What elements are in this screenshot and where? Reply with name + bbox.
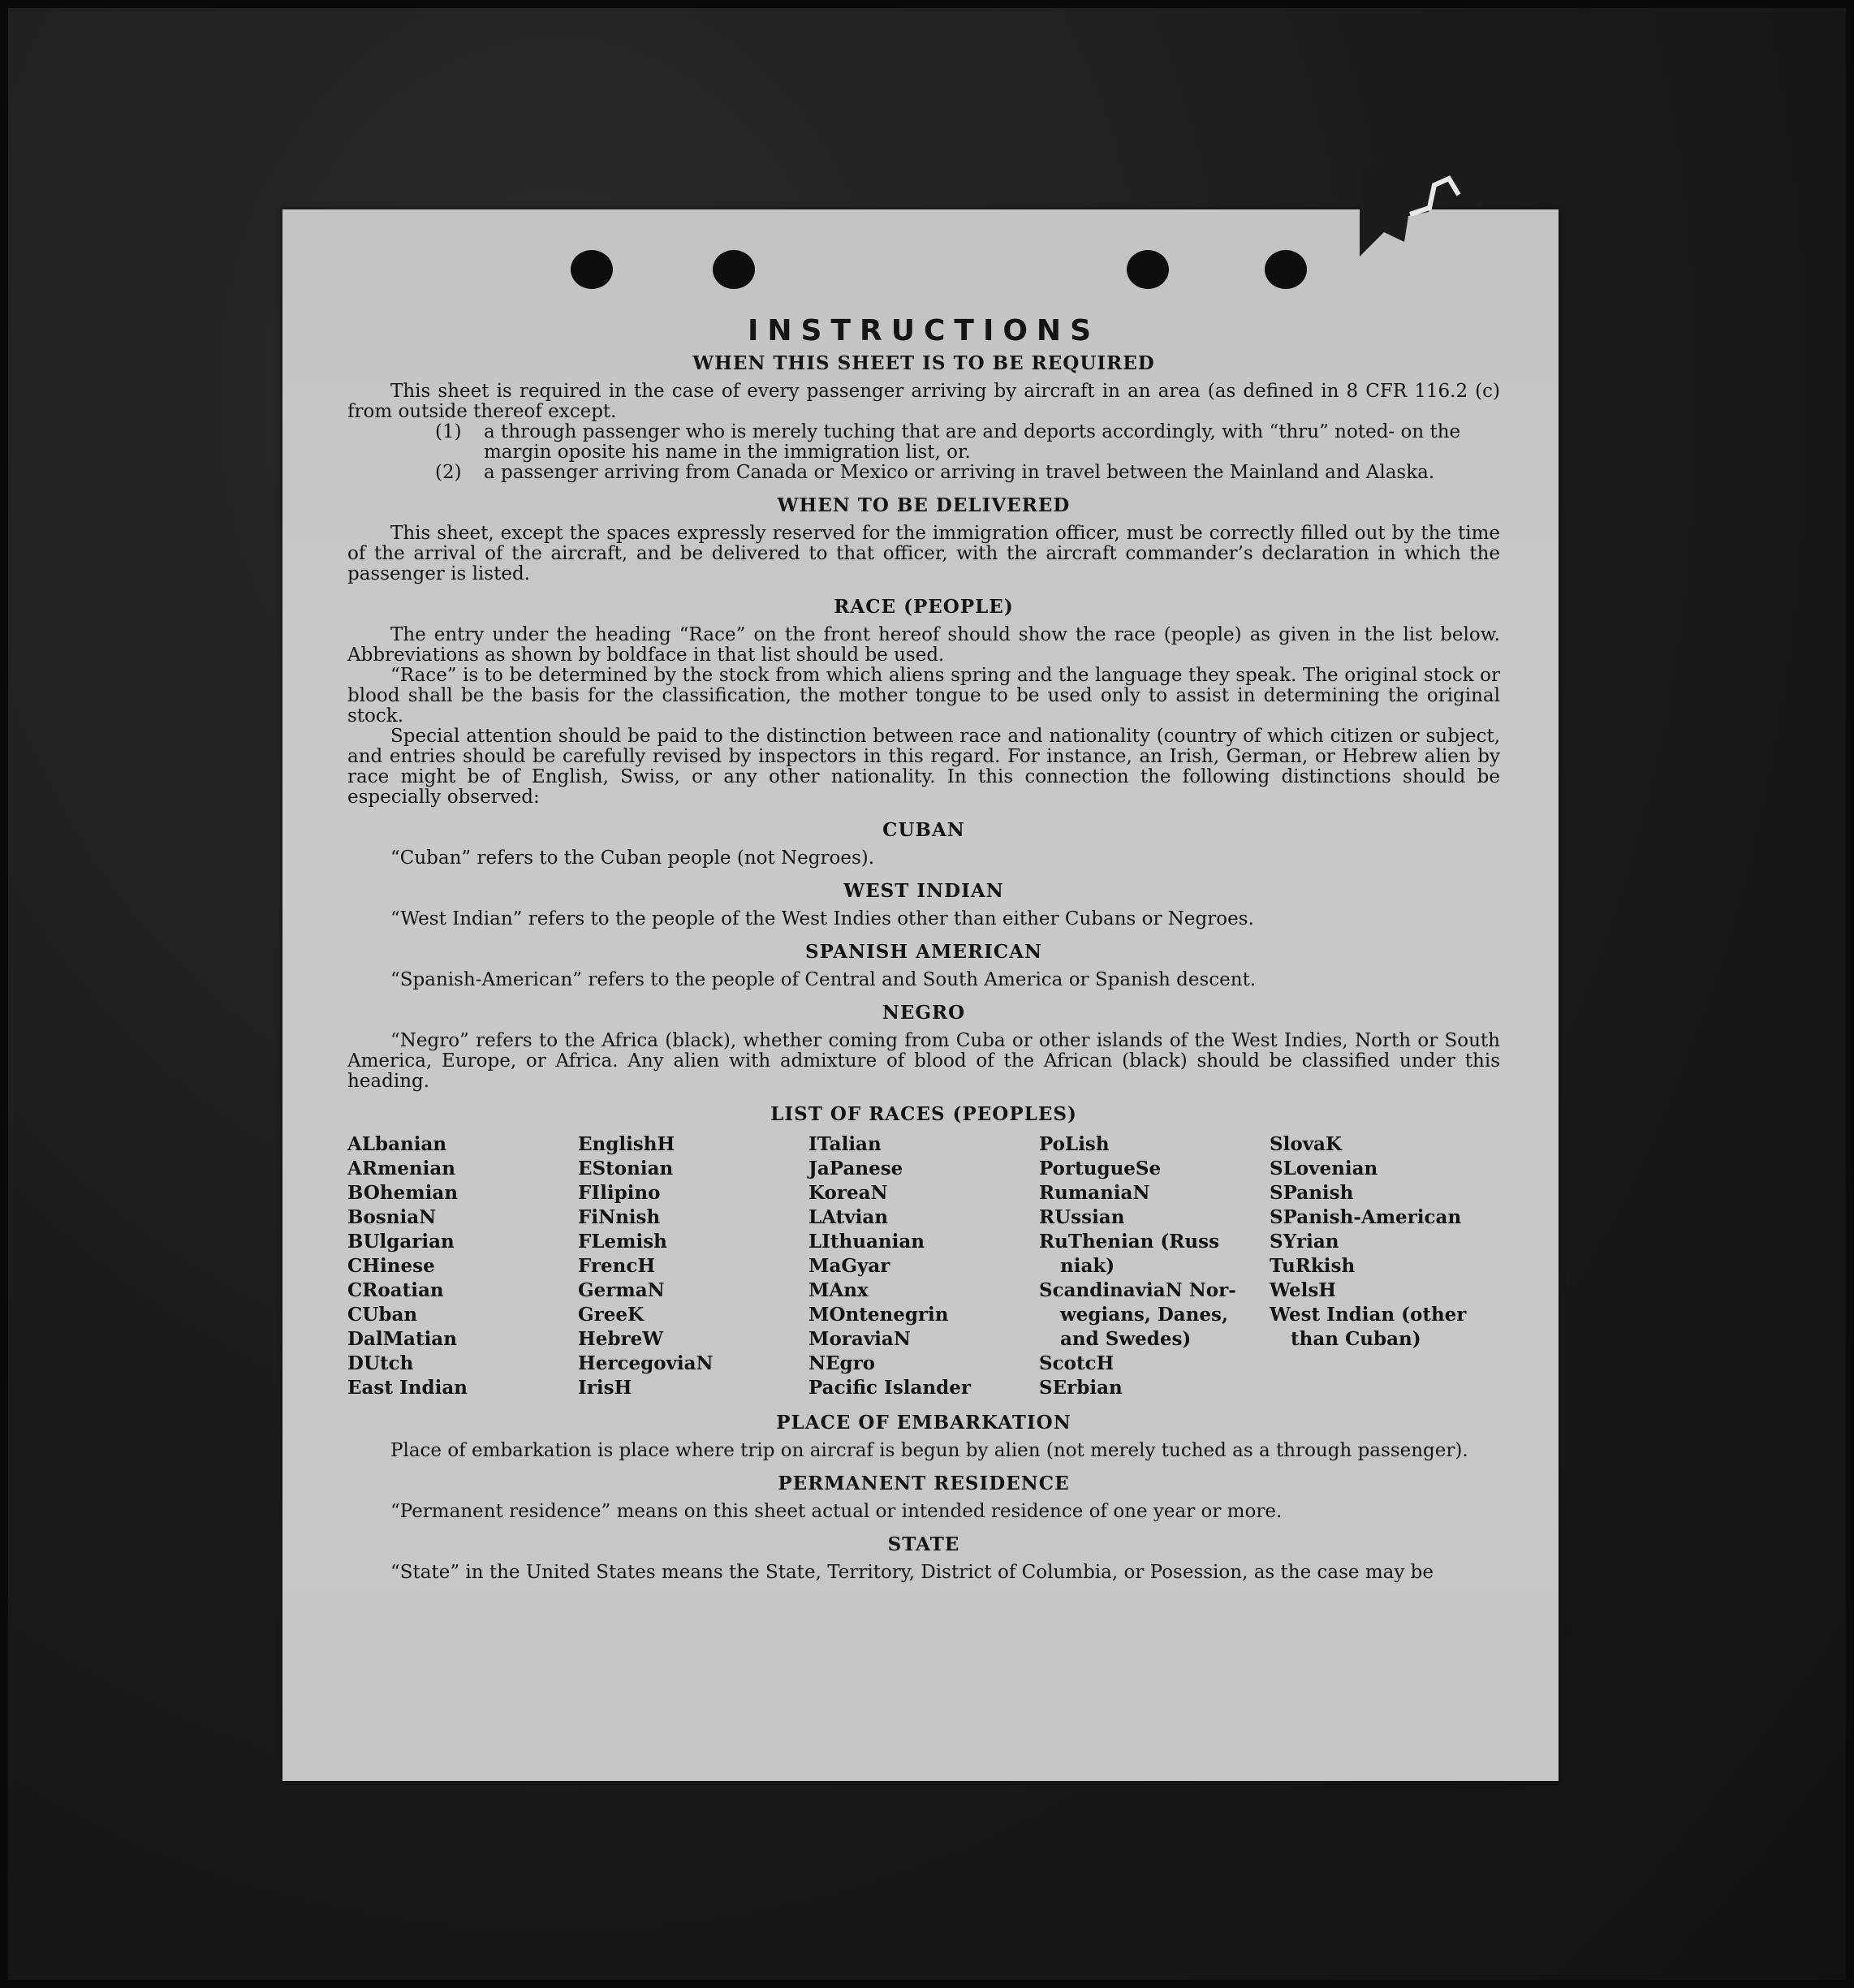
race-entry: BosniaN [347,1206,437,1228]
section-heading-embarkation: PLACE OF EMBARKATION [776,1412,1071,1434]
race-entry: SlovaK [1270,1133,1342,1155]
race-entry: EStonian [578,1158,674,1179]
race-entry: PoLish [1039,1133,1110,1155]
punch-hole [713,250,755,289]
race-entry: PortugueSe [1039,1158,1162,1179]
section-heading-when-required: WHEN THIS SHEET IS TO BE REQUIRED [692,352,1155,374]
races-column [808,1132,1039,1400]
section-heading-spanish-american: SPANISH AMERICAN [804,941,1043,963]
cuban-text: “Cuban” refers to the Cuban people (not Negroes). [390,847,875,869]
document-sheet [282,209,1559,1781]
negro-text: “Negro” refers to the Africa (black), whether coming from Cuba or other islands of the West Indies, North or South America, Europe, or Africa. Any alien with admixture of blood of the African (black) should be classified under this heading. [347,1030,1500,1092]
race-entry: MaGyar [808,1255,890,1277]
race-entry: HercegoviaN [578,1352,714,1374]
races-list [347,1132,1500,1400]
race-entry: than Cuban) [1291,1328,1421,1350]
race-entry: East Indian [347,1377,468,1399]
race-entry: RuThenian (Russ [1039,1231,1220,1253]
punch-hole [1127,250,1169,289]
race-entry: LIthuanian [808,1231,925,1253]
section-heading-state: STATE [887,1533,960,1555]
residence-text: “Permanent residence” means on this sheet actual or intended residence of one year or more. [390,1501,1283,1522]
race-entry: SPanish [1270,1182,1354,1204]
race-entry: BOhemian [347,1182,458,1204]
race-entry: HebreW [578,1328,664,1350]
race-entry: niak) [1060,1255,1115,1277]
spanish-american-text: “Spanish-American” refers to the people of Central and South America or Spanish descent. [390,969,1257,990]
race-paragraph: Special attention should be paid to the distinction between race and nationality (country of which citizen or subject, and entries should be carefully revised by inspectors in this regard. For instance, an Irish, German, or Hebrew alien by race might be of English, Swiss, or any other nationality. In this connection the following distinctions should be especially observed: [347,726,1500,808]
race-entry: FIlipino [578,1182,661,1204]
race-entry: BUlgarian [347,1231,455,1253]
race-entry: West Indian (other [1270,1304,1467,1326]
race-entry: ITalian [808,1133,882,1155]
section-heading-west-indian: WEST INDIAN [843,880,1004,902]
section-heading-when-delivered: WHEN TO BE DELIVERED [777,494,1071,516]
section-heading-cuban: CUBAN [882,819,965,841]
race-entry: CRoatian [347,1279,444,1301]
race-entry: MAnx [808,1279,869,1301]
document-title: INSTRUCTIONS [748,314,1100,347]
race-entry: Pacific Islander [808,1377,971,1399]
section-heading-residence: PERMANENT RESIDENCE [778,1473,1070,1494]
race-entry: DalMatian [347,1328,457,1350]
race-entry: KoreaN [808,1182,888,1204]
film-edge [0,0,1854,8]
race-entry: SErbian [1039,1377,1123,1399]
race-entry: FLemish [578,1231,667,1253]
list-item: (1) a through passenger who is merely tuching that are and deports accordingly, with “thru” noted- on the margin oposite his name in the immigration list, or. [435,421,1461,463]
race-paragraph: The entry under the heading “Race” on the front hereof should show the race (people) as given in the list below. Abbreviations as shown by boldface in that list should be used. [347,624,1500,666]
race-entry: JaPanese [808,1158,903,1179]
race-entry: IrisH [578,1377,632,1399]
race-entry: and Swedes) [1060,1328,1192,1350]
race-entry: LAtvian [808,1206,888,1228]
race-entry: TuRkish [1270,1255,1356,1277]
race-entry: GermaN [578,1279,665,1301]
races-column [1270,1132,1500,1400]
race-entry: RumaniaN [1039,1182,1150,1204]
races-column [578,1132,808,1400]
race-paragraph: “Race” is to be determined by the stock from which aliens spring and the language they speak. The original stock or blood shall be the basis for the classification, the mother tongue to be used only to assist in determining the original stock. [347,665,1500,727]
race-entry: CHinese [347,1255,435,1277]
punch-hole [571,250,613,289]
list-item: (2) a passenger arriving from Canada or Mexico or arriving in travel between the Mainland and Alaska. [435,462,1435,483]
race-entry: wegians, Danes, [1060,1304,1228,1326]
races-column [347,1132,578,1400]
race-entry: CUban [347,1304,418,1326]
race-entry: SYrian [1270,1231,1339,1253]
race-entry: FiNnish [578,1206,661,1228]
race-entry: SLovenian [1270,1158,1378,1179]
state-text: “State” in the United States means the State, Territory, District of Columbia, or Posession, as the case may be [390,1562,1434,1583]
torn-corner [1360,167,1481,257]
race-entry: ScotcH [1039,1352,1115,1374]
race-entry: SPanish-American [1270,1206,1462,1228]
race-entry: WelsH [1270,1279,1337,1301]
section-heading-race: RACE (PEOPLE) [834,596,1014,618]
film-edge [1846,0,1854,1988]
section-heading-list-of-races: LIST OF RACES (PEOPLES) [770,1103,1077,1125]
west-indian-text: “West Indian” refers to the people of the West Indies other than either Cubans or Negroes. [390,908,1254,929]
embarkation-text: Place of embarkation is place where trip on aircraf is begun by alien (not merely tuched as a through passenger). [390,1440,1468,1461]
film-edge [0,0,8,1988]
race-entry: GreeK [578,1304,645,1326]
race-entry: NEgro [808,1352,876,1374]
races-column [1039,1132,1270,1400]
when-required-intro: This sheet is required in the case of every passenger arriving by aircraft in an area (as defined in 8 CFR 116.2 (c) from outside thereof except. [347,381,1500,422]
section-heading-negro: NEGRO [882,1002,966,1024]
race-entry: DUtch [347,1352,414,1374]
race-entry: ScandinaviaN Nor- [1039,1279,1236,1301]
race-entry: MOntenegrin [808,1304,949,1326]
race-entry: FrencH [578,1255,656,1277]
instructions-content [347,315,1500,1583]
race-entry: RUssian [1039,1206,1125,1228]
race-entry: EnglishH [578,1133,675,1155]
punch-hole [1265,250,1307,289]
race-entry: ALbanian [347,1133,447,1155]
race-entry: ARmenian [347,1158,456,1179]
film-edge [0,1980,1854,1988]
when-delivered-text: This sheet, except the spaces expressly reserved for the immigration officer, must be correctly filled out by the time of the arrival of the aircraft, and be delivered to that officer, with the aircraft commander’s declaration in which the passenger is listed. [347,523,1500,584]
race-entry: MoraviaN [808,1328,911,1350]
